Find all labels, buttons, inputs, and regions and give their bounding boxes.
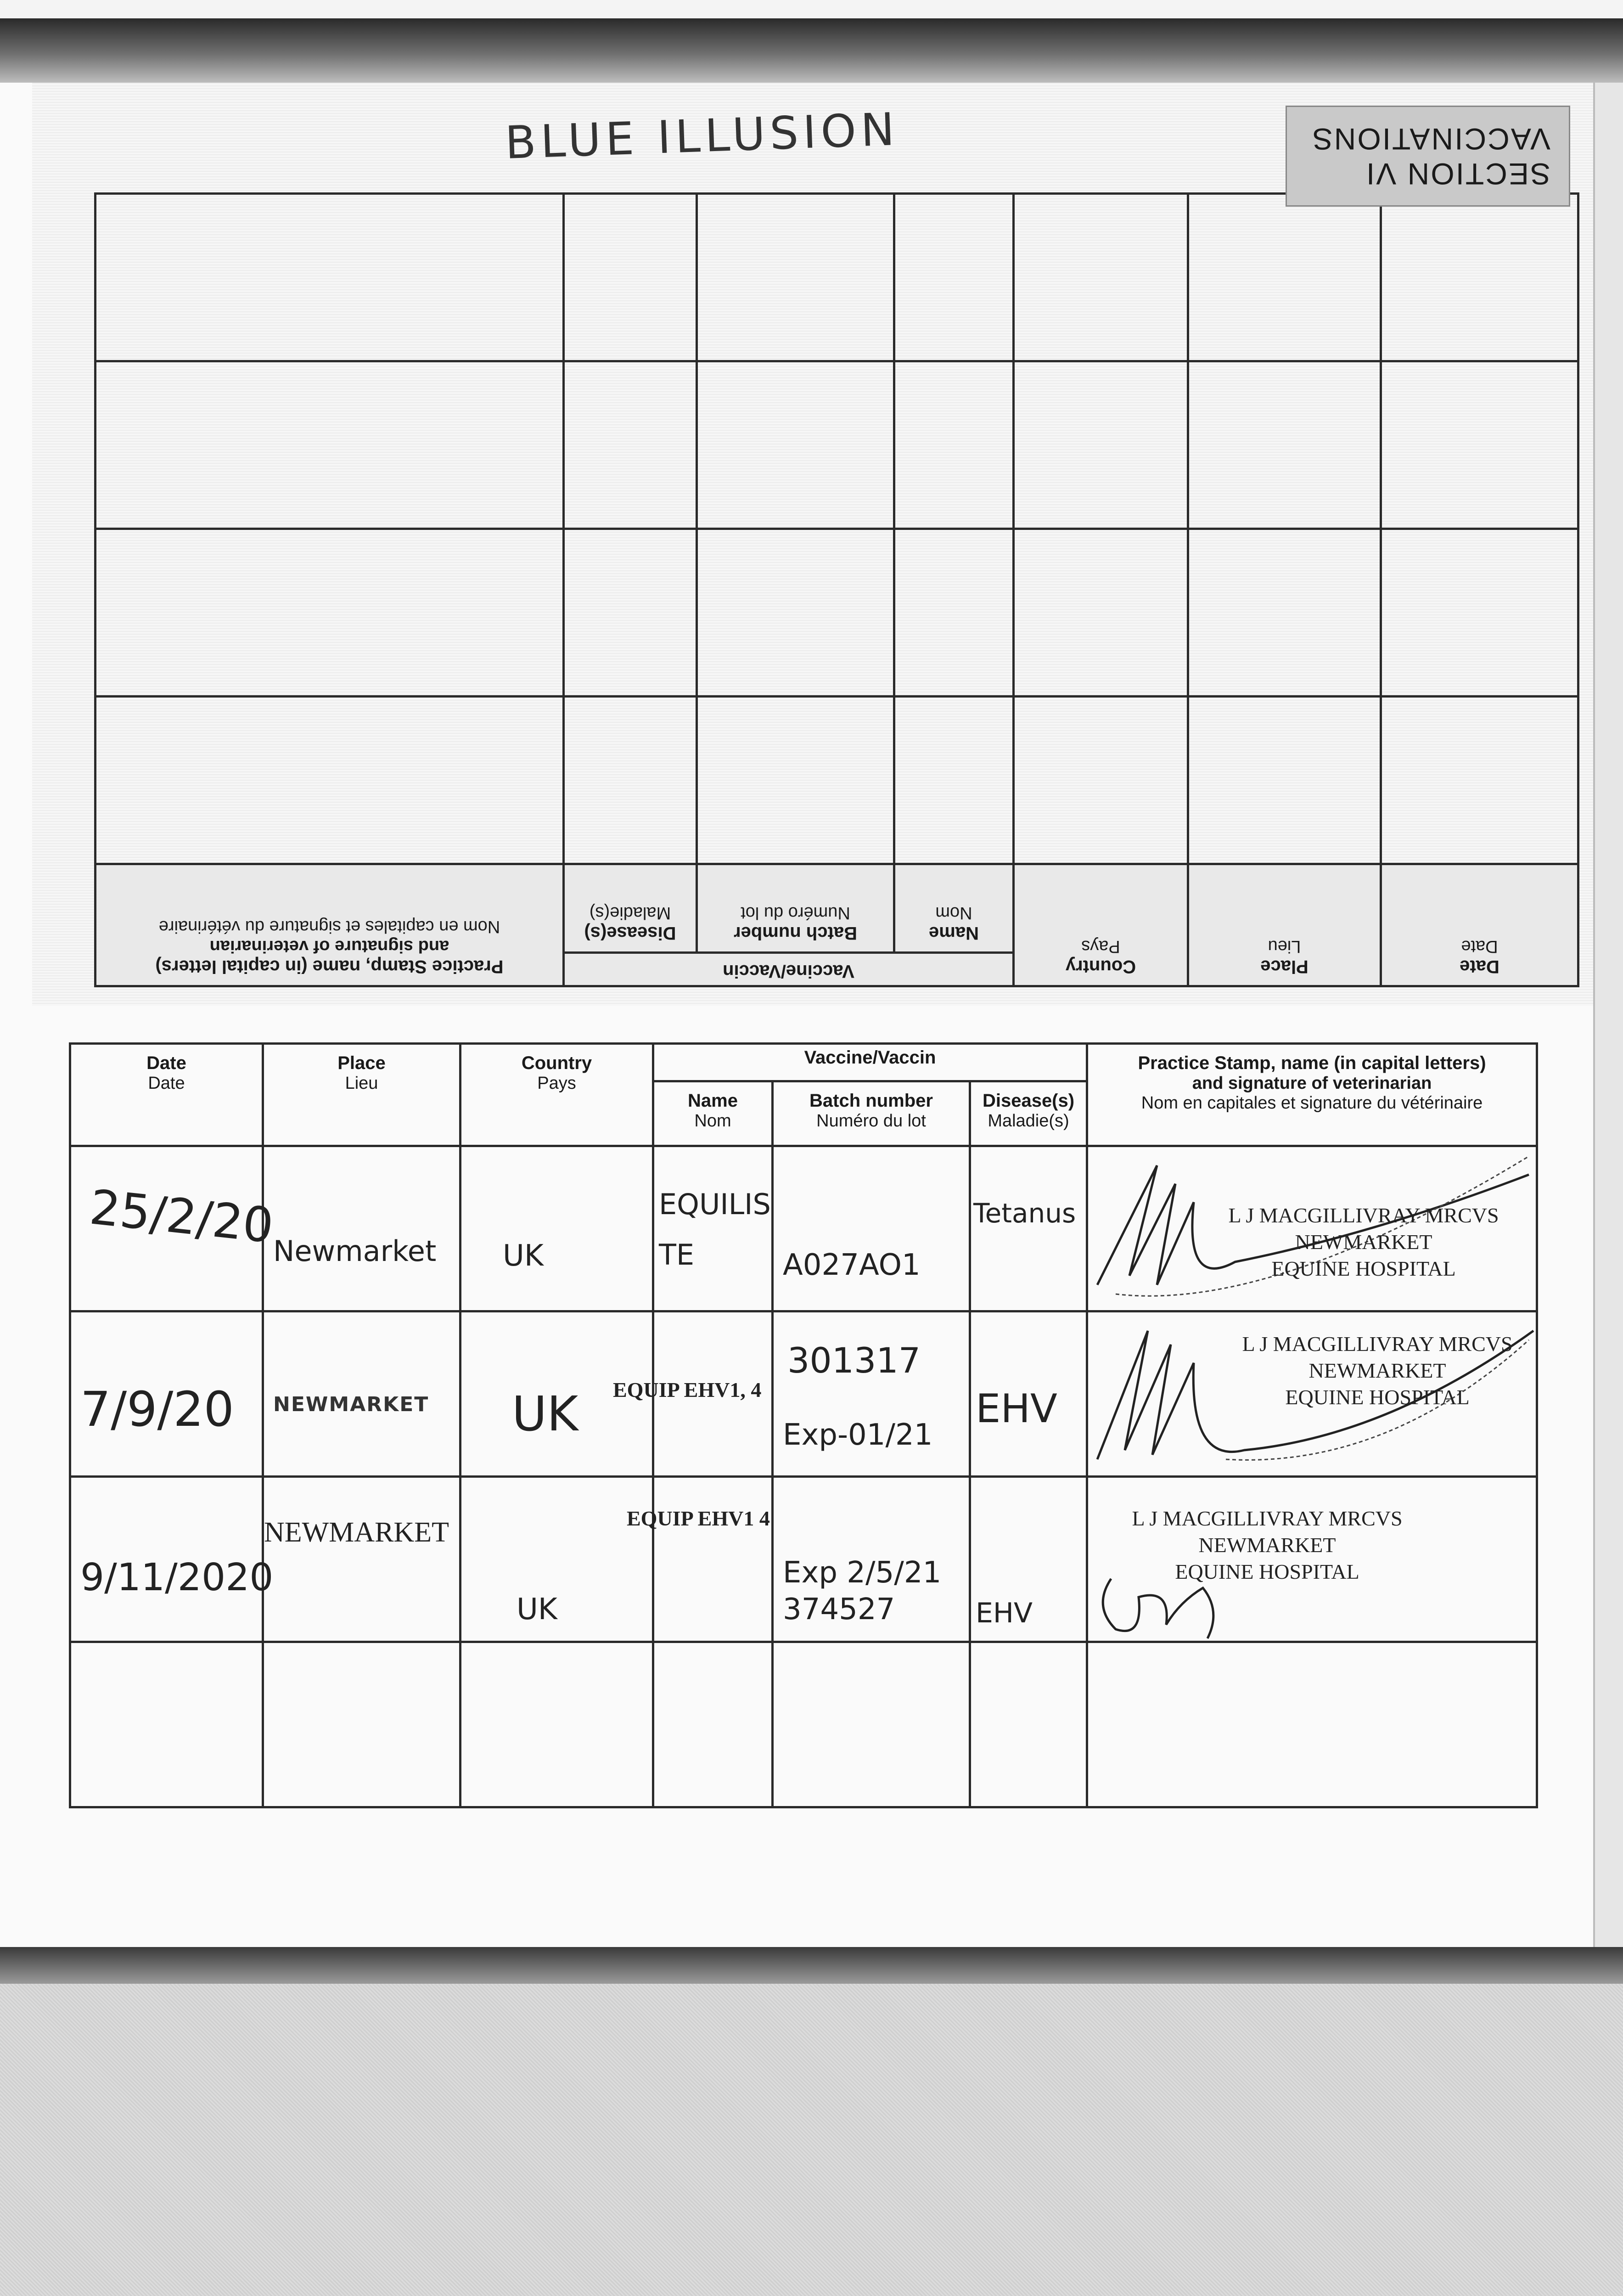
entry-vaccine-name: EQUIP EHV1, 4	[613, 1378, 762, 1401]
entry-vaccine-name: EQUILIS TE	[659, 1187, 771, 1272]
entry-batch-expiry: Exp 2/5/21	[783, 1556, 942, 1590]
mirrored-header-place: Place Lieu	[1188, 864, 1381, 986]
mirrored-vaccination-table	[94, 192, 1579, 987]
entry-batch: 301317	[787, 1340, 921, 1381]
practice-stamp: L J MACGILLIVRAY MRCVS NEWMARKET EQUINE HOSPITAL	[1132, 1507, 1403, 1583]
header-practice: Practice Stamp, name (in capital letters) and signature of veterinarian Nom en capitales et signature du vétérinaire	[1087, 1044, 1537, 1146]
entry-place: NEWMARKET	[264, 1517, 449, 1548]
entry-disease: EHV	[976, 1386, 1057, 1432]
mirrored-header-vaccine: Vaccine/Vaccin	[563, 953, 1013, 986]
entry-country: UK	[512, 1386, 578, 1442]
entry-disease: EHV	[976, 1597, 1033, 1629]
header-place: Place Lieu	[263, 1044, 461, 1146]
entry-date: 9/11/2020	[80, 1556, 274, 1599]
entry-country: UK	[517, 1593, 557, 1626]
scan-bottom-shadow	[0, 1947, 1623, 1984]
entry-batch-expiry: Exp-01/21	[783, 1418, 933, 1452]
entry-batch: 374527	[783, 1593, 895, 1626]
entry-place: Newmarket	[273, 1234, 437, 1268]
scan-top-shadow	[0, 18, 1623, 83]
mirrored-header-disease: Disease(s) Maladie(s)	[563, 864, 696, 953]
entry-place: NEWMARKET	[273, 1393, 429, 1416]
mirrored-row	[95, 194, 1578, 361]
mirrored-row	[95, 529, 1578, 697]
practice-stamp: L J MACGILLIVRAY MRCVS NEWMARKET EQUINE HOSPITAL	[1228, 1204, 1499, 1280]
table-row	[70, 1642, 1537, 1807]
practice-stamp: L J MACGILLIVRAY MRCVS NEWMARKET EQUINE HOSPITAL	[1242, 1332, 1513, 1409]
table-row	[70, 1311, 1537, 1477]
header-vaccine: Vaccine/Vaccin	[653, 1044, 1087, 1081]
scan-background	[0, 1984, 1623, 2296]
header-country: Country Pays	[461, 1044, 653, 1146]
upside-down-facing-page	[92, 92, 1579, 987]
vet-signature	[1088, 1570, 1272, 1641]
horse-name-handwritten: BLUE ILLUSION	[504, 103, 900, 169]
section-label: SECTION VI VACCINATIONS	[1286, 106, 1570, 207]
vaccination-table	[69, 1042, 1538, 1808]
mirrored-header-batch: Batch number Numéro du lot	[697, 864, 894, 953]
mirrored-row	[95, 361, 1578, 529]
header-disease: Disease(s) Maladie(s)	[970, 1081, 1087, 1146]
entry-date: 25/2/20	[87, 1179, 276, 1254]
header-name: Name Nom	[653, 1081, 773, 1146]
entry-country: UK	[503, 1239, 544, 1273]
mirrored-header-practice: Practice Stamp, name (in capital letters) and signature of veterinarian Nom en capitales et signature du vétérinaire	[95, 864, 563, 986]
entry-vaccine-name: EQUIP EHV1 4	[627, 1507, 770, 1530]
header-batch: Batch number Numéro du lot	[773, 1081, 970, 1146]
entry-batch: A027AO1	[783, 1248, 921, 1282]
table-row	[70, 1146, 1537, 1311]
page-edge	[1593, 83, 1623, 1947]
entry-date: 7/9/20	[80, 1381, 234, 1437]
table-row	[70, 1477, 1537, 1642]
mirrored-header-name: Name Nom	[894, 864, 1014, 953]
mirrored-header-country: Country Pays	[1014, 864, 1188, 986]
mirrored-header-date: Date Date	[1381, 864, 1578, 986]
mirrored-row	[95, 697, 1578, 864]
header-date: Date Date	[70, 1044, 263, 1146]
entry-disease: Tetanus	[973, 1198, 1076, 1229]
